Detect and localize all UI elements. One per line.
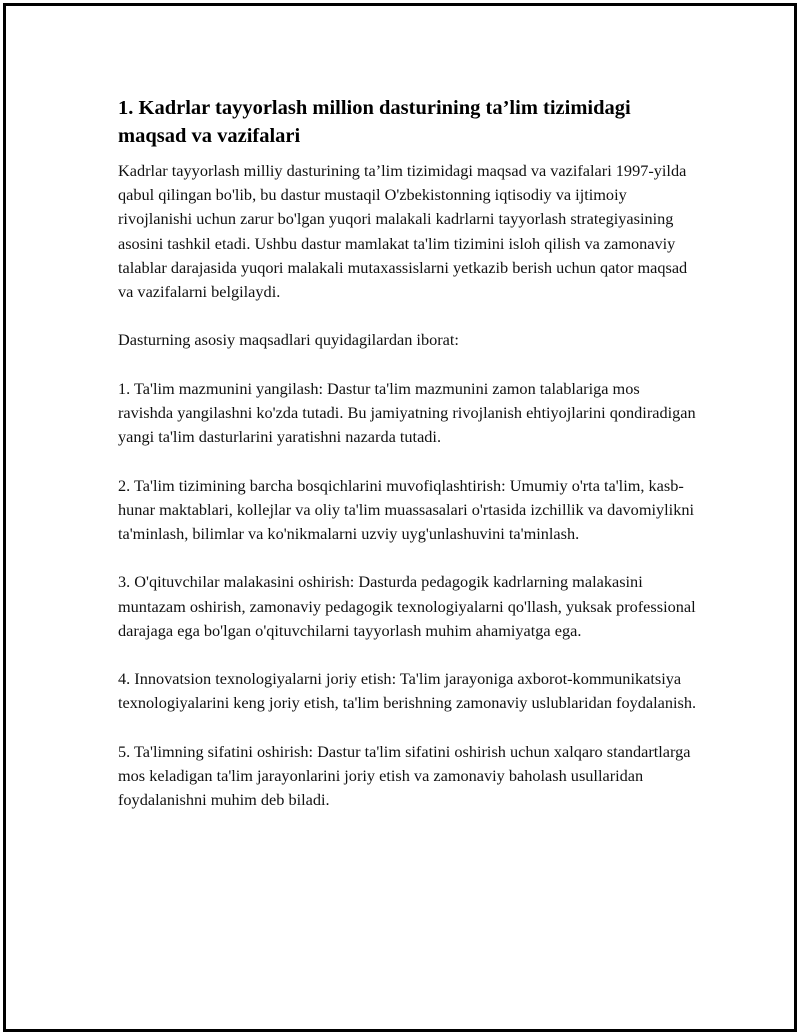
goal-item-4: 4. Innovatsion texnologiyalarni joriy etish: Ta'lim jarayoniga axborot-kommunikatsiya texnologiyalarini keng joriy etish, ta'lim berishning zamonaviy uslublaridan foydalanish. [118, 669, 697, 713]
document-body [118, 94, 698, 837]
intro-paragraph: Kadrlar tayyorlash milliy dasturining ta’lim tizimidagi maqsad va vazifalari 1997-yilda qabul qilingan bo'lib, bu dastur mustaqil O'zbekistonning iqtisodiy va ijtimoiy rivojlanishi uchun zarur bo'lgan yuqori malakali kadrlarni tayyorlash strategiyasining asosini tashkil etadi. Ushbu dastur mamlakat ta'lim tizimini isloh qilish va zamonaviy talablar darajasida yuqori malakali mutaxassislarni yetkazib berish uchun qator maqsad va vazifalarni belgilaydi. [118, 161, 688, 302]
goal-item-5: 5. Ta'limning sifatini oshirish: Dastur ta'lim sifatini oshirish uchun xalqaro standartlarga mos keladigan ta'lim jarayonlarini joriy etish va zamonaviy baholash usullaridan foydalanishni muhim deb biladi. [118, 741, 691, 810]
goal-item-2: 2. Ta'lim tizimining barcha bosqichlarini muvofiqlashtirish: Umumiy o'rta ta'lim, kasb-hunar maktablari, kollejlar va oliy ta'lim muassasalari o'rtasida izchillik va davomiylikni ta'minlash, bilimlar va ko'nikmalarni uzviy uyg'unlashuvini ta'minlash. [118, 475, 695, 543]
goal-item-3: 3. O'qituvchilar malakasini oshirish: Dasturda pedagogik kadrlarning malakasini muntazam oshirish, zamonaviy pedagogik texnologiyalarni qo'llash, yuksak professional darajaga ega bo'lgan o'qituvchilarni tayyorlash muhim ahamiyatga ega. [118, 572, 696, 640]
goal-item-1: 1. Ta'lim mazmunini yangilash: Dastur ta'lim mazmunini zamon talablariga mos ravishda yangilashni ko'zda tutadi. Bu jamiyatning rivojlanish ehtiyojlarini qondiradigan yangi ta'lim dasturlarini yaratishni nazarda tutadi. [118, 378, 696, 447]
goals-lead-paragraph: Dasturning asosiy maqsadlari quyidagilardan iborat: [118, 330, 459, 350]
document-title: 1. Kadrlar tayyorlash million dasturining ta’lim tizimidagi maqsad va vazifalari [118, 97, 631, 147]
